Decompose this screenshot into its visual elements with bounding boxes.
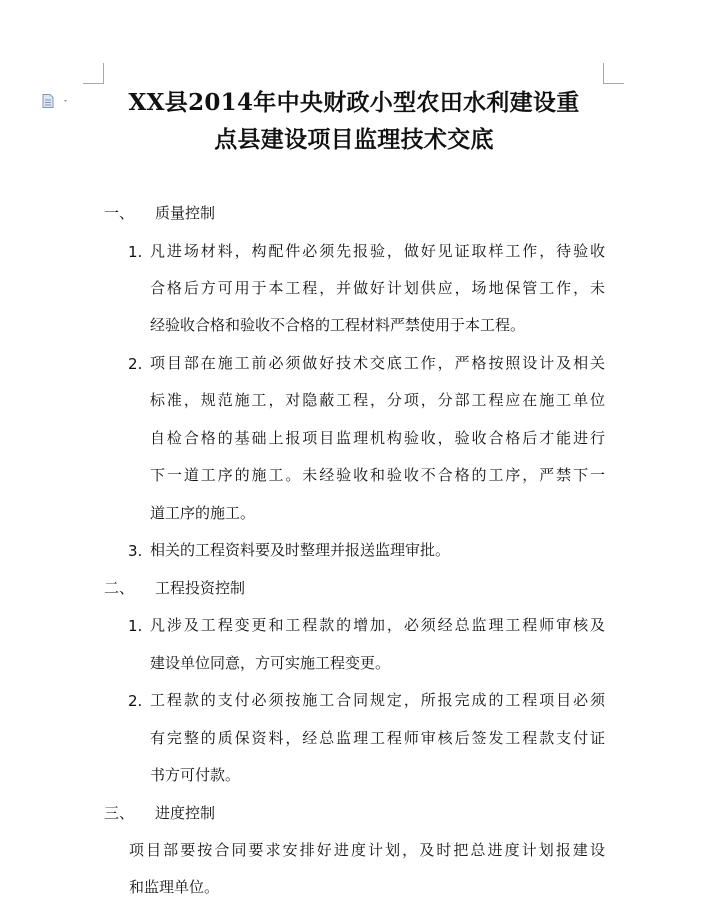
list-item-line: 经验收合格和验收不合格的工程材料严禁使用于本工程。 [150, 316, 526, 334]
list-item-line: 工程款的支付必须按施工合同规定，所报完成的工程项目必须 [150, 691, 605, 709]
margin-corner-mark-top-right [603, 63, 624, 84]
section-heading-schedule [104, 802, 215, 824]
list-item-line: 道工序的施工。 [150, 504, 256, 522]
list-item-line: 项目部在施工前必须做好技术交底工作，严格按照设计及相关 [150, 354, 605, 372]
list-item-line: 下一道工序的施工。未经验收和验收不合格的工序，严禁下一 [150, 466, 605, 484]
section-title: 进度控制 [155, 804, 216, 822]
list-item-line: 凡涉及工程变更和工程款的增加，必须经总监理工程师审核及 [150, 616, 605, 634]
document-icon[interactable] [42, 93, 68, 107]
section-heading-quality [104, 202, 215, 224]
list-item-number: 2. [128, 355, 143, 373]
list-item-number: 1. [128, 617, 143, 635]
list-item-number: 3. [128, 542, 143, 560]
list-item-number: 2. [128, 692, 143, 710]
section-title: 质量控制 [155, 204, 216, 222]
list-item-line: 合格后方可用于本工程，并做好计划供应，场地保管工作，未 [150, 279, 605, 297]
section-title: 工程投资控制 [155, 579, 246, 597]
margin-corner-mark-top-left [83, 63, 104, 84]
section-number: 二、 [104, 579, 135, 597]
section-heading-investment [104, 577, 245, 599]
list-item-line: 自检合格的基础上报项目监理机构验收，验收合格后才能进行 [150, 429, 605, 447]
document-title-line-1: XX县2014年中央财政小型农田水利建设重 [128, 89, 580, 116]
list-item-line: 书方可付款。 [150, 766, 241, 784]
list-item-line: 相关的工程资料要及时整理并报送监理审批。 [150, 541, 451, 559]
list-item-line: 有完整的质保资料，经总监理工程师审核后签发工程款支付证 [150, 729, 605, 747]
list-item-line: 凡进场材料，构配件必须先报验，做好见证取样工作，待验收 [150, 242, 605, 260]
section-number: 一、 [104, 204, 135, 222]
list-item-line: 建设单位同意，方可实施工程变更。 [150, 654, 391, 672]
paragraph-line: 和监理单位。 [129, 878, 220, 896]
paragraph-line: 项目部要按合同要求安排好进度计划，及时把总进度计划报建设 [129, 841, 605, 859]
list-item-number: 1. [128, 243, 143, 261]
document-title-line-2: 点县建设项目监理技术交底 [214, 126, 494, 153]
section-number: 三、 [104, 804, 135, 822]
list-item-line: 标准，规范施工，对隐蔽工程，分项，分部工程应在施工单位 [150, 391, 605, 409]
